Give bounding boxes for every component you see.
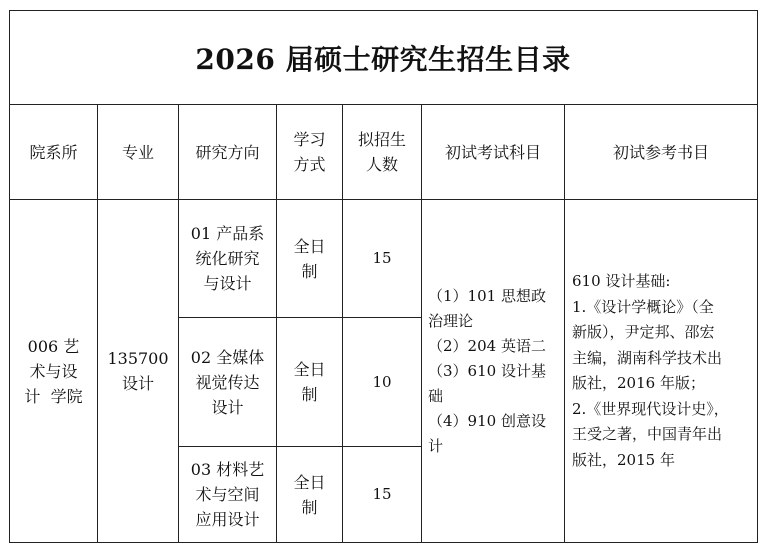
direction-line: 设计 (211, 397, 244, 417)
book-line: 版社，2015 年 (572, 450, 675, 469)
header-major-label: 专业 (121, 142, 154, 162)
mode-line: 制 (301, 261, 318, 281)
direction-cell-2 (179, 318, 276, 446)
book-line: 1.《设计学概论》（全 (572, 297, 714, 316)
book-line: 2.《世界现代设计史》， (572, 399, 729, 418)
direction-cell-1 (179, 200, 276, 317)
page-title: 2026 届硕士研究生招生目录 (195, 42, 571, 76)
header-books (565, 105, 757, 199)
table-border-bottom (9, 542, 758, 543)
header-dept-label: 院系所 (29, 142, 78, 162)
mode-line: 全日 (293, 472, 326, 492)
department-cell (10, 200, 97, 542)
header-major (98, 105, 178, 199)
direction-line: 02 全媒体 (190, 347, 265, 367)
mode-line: 制 (301, 385, 318, 404)
reference-books-cell (565, 200, 757, 542)
header-quota (343, 105, 421, 199)
quota-value: 15 (372, 249, 392, 267)
department-line: 计 学院 (24, 386, 83, 406)
quota-cell-1 (343, 200, 421, 317)
book-line: 王受之著，中国青年出 (572, 425, 723, 443)
exam-line: （4）910 创意设 (428, 411, 546, 430)
book-line: 主编，湖南科学技术出 (572, 348, 723, 367)
quota-value: 10 (372, 372, 392, 391)
major-code: 135700 (107, 349, 169, 368)
header-books-label: 初试参考书目 (612, 142, 709, 162)
department-line: 006 艺 (27, 336, 80, 356)
exam-line: （2）204 英语二 (428, 336, 546, 355)
header-mode-line: 方式 (293, 155, 326, 174)
department-line: 术与设 (29, 361, 78, 381)
header-dept (10, 105, 97, 199)
direction-line: 应用设计 (195, 510, 260, 529)
header-mode-line: 学习 (293, 130, 326, 149)
quota-cell-2 (343, 318, 421, 446)
exam-subjects-cell (422, 200, 564, 542)
direction-line: 统化研究 (195, 249, 260, 268)
exam-line: （3）610 设计基 (428, 361, 546, 380)
major-name: 设计 (121, 374, 154, 393)
header-mode (277, 105, 342, 199)
mode-line: 制 (301, 497, 318, 517)
exam-line: 计 (428, 436, 444, 455)
header-quota-line: 拟招生 (357, 130, 406, 149)
direction-line: 03 材料艺 (190, 460, 265, 479)
mode-cell-3 (277, 447, 342, 542)
table-border-right (757, 10, 758, 543)
quota-value: 15 (372, 485, 392, 503)
header-direction (179, 105, 276, 199)
mode-line: 全日 (293, 360, 326, 379)
header-quota-line: 人数 (365, 155, 398, 174)
book-line: 610 设计基础: (572, 272, 671, 290)
direction-cell-3 (179, 447, 276, 542)
exam-line: （1）101 思想政 (428, 286, 546, 305)
mode-cell-1 (277, 200, 342, 317)
header-exam-label: 初试考试科目 (444, 142, 541, 162)
mode-cell-2 (277, 318, 342, 446)
book-line: 版社，2016 年版； (572, 374, 705, 392)
direction-line: 术与空间 (195, 485, 260, 504)
mode-line: 全日 (293, 236, 326, 256)
quota-cell-3 (343, 447, 421, 542)
exam-line: 治理论 (428, 311, 474, 330)
header-direction-label: 研究方向 (195, 142, 260, 162)
book-line: 新版），尹定邦、邵宏 (572, 323, 715, 341)
major-cell (98, 200, 178, 542)
direction-line: 与设计 (203, 274, 252, 293)
header-exam (422, 105, 564, 199)
direction-line: 视觉传达 (195, 372, 260, 392)
direction-line: 01 产品系 (190, 224, 265, 243)
exam-line: 础 (428, 386, 444, 405)
